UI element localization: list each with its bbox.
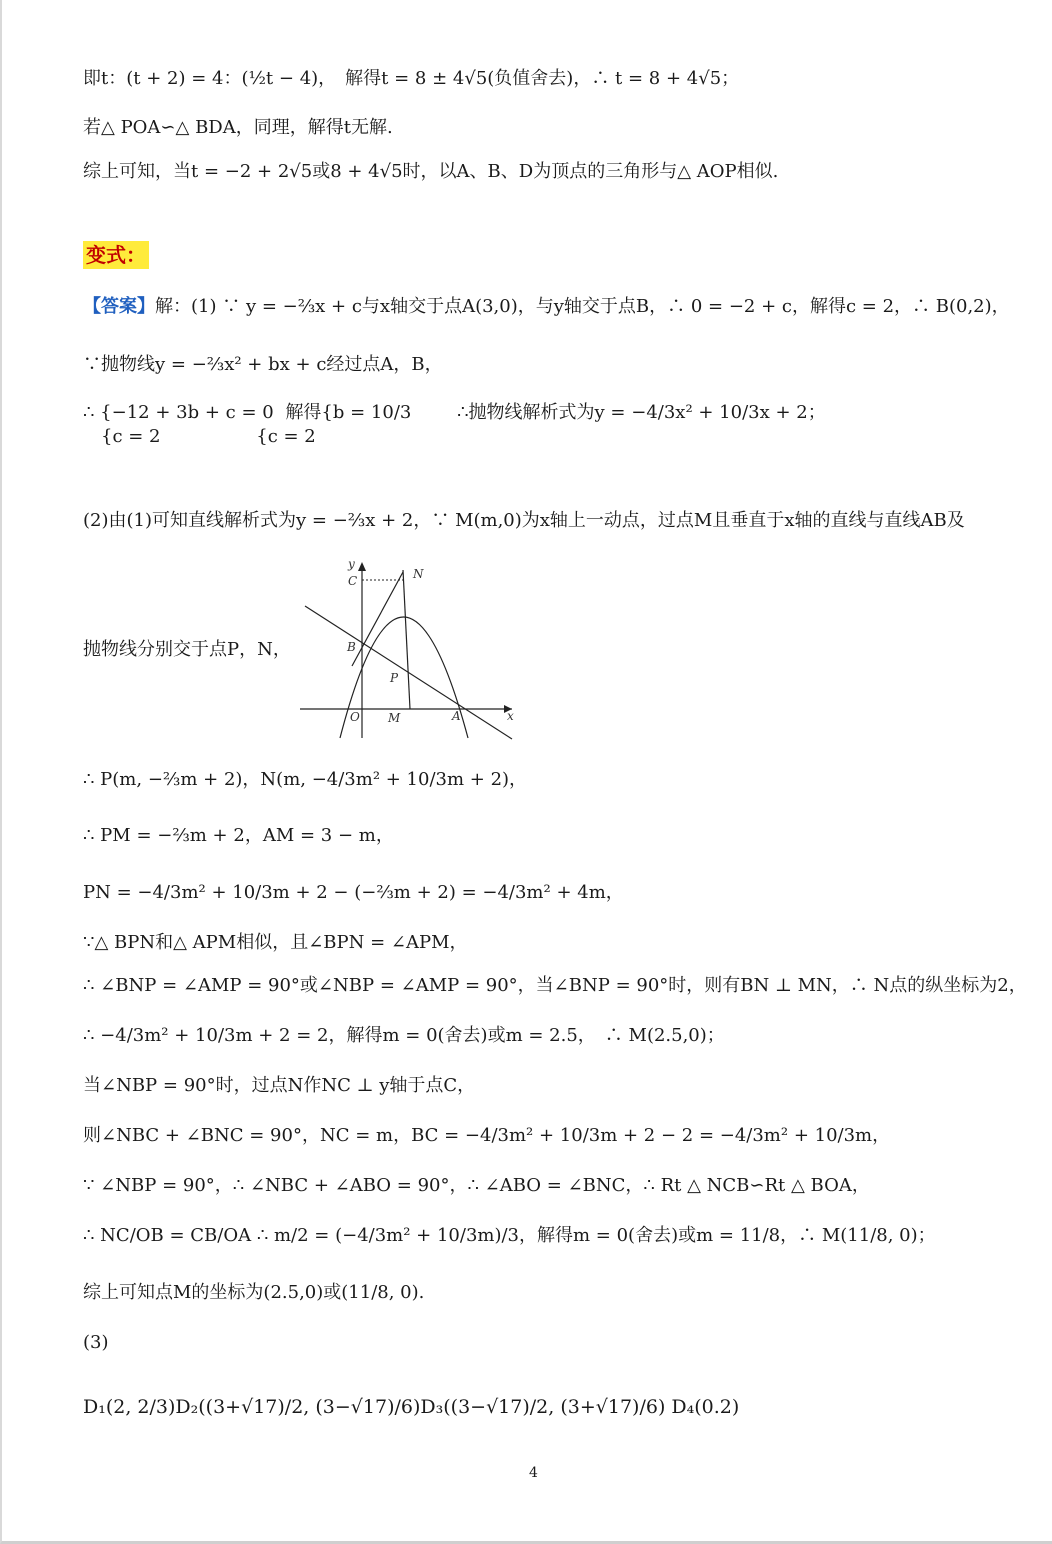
parabola-formula: ∴抛物线解析式为y = −4/3x² + 10/3x + 2； — [457, 402, 826, 423]
text-line-16: 当∠NBP = 90°时，过点N作NC ⊥ y轴于点C， — [83, 1075, 476, 1096]
label-m: M — [388, 711, 401, 725]
text-line-12: PN = −4/3m² + 10/3m + 2 − (−⅔m + 2) = −4/3m² + 4m， — [83, 882, 624, 903]
text-line-1: 即t：(t + 2) = 4：(½t − 4)， 解得t = 8 ± 4√5(负值舍去)，∴ t = 8 + 4√5； — [83, 68, 740, 89]
label-a: A — [452, 709, 461, 723]
text-line-18: ∵ ∠NBP = 90°，∴ ∠NBC + ∠ABO = 90°，∴ ∠ABO = ∠BNC，∴ Rt △ NCB∽Rt △ BOA， — [83, 1175, 870, 1196]
system-solve-2: {c = 2 — [256, 426, 316, 447]
label-y: y — [348, 557, 355, 571]
text-line-2: 若△ POA∽△ BDA，同理，解得t无解. — [83, 117, 393, 138]
system-line-2 — [83, 424, 316, 450]
answer-tag: 【答案】 — [83, 296, 155, 317]
page-number: 4 — [529, 1465, 538, 1481]
system-line-1 — [83, 400, 826, 426]
text-line-14: ∴ ∠BNP = ∠AMP = 90°或∠NBP = ∠AMP = 90°，当∠BNP = 90°时，则有BN ⊥ MN，∴ N点的纵坐标为2， — [83, 975, 1027, 996]
parabola-graph — [300, 556, 520, 746]
label-c: C — [348, 574, 358, 588]
line-mn — [403, 570, 410, 709]
text-line-20: 综上可知点M的坐标为(2.5,0)或(11/8, 0). — [83, 1282, 425, 1303]
text-line-10: ∴ P(m, −⅔m + 2)，N(m, −4/3m² + 10/3m + 2)， — [83, 769, 528, 790]
system-eq-1: ∴ {−12 + 3b + c = 0 — [83, 402, 274, 423]
variant-label: 变式： — [83, 241, 149, 269]
text-line-19: ∴ NC/OB = CB/OA ∴ m/2 = (−4/3m² + 10/3m)/3，解得m = 0(舍去)或m = 11/8，∴ M(11/8, 0)； — [83, 1225, 936, 1246]
answer-text: 解：(1) ∵ y = −⅔x + c与x轴交于点A(3,0)，与y轴交于点B，∴ 0 = −2 + c，解得c = 2，∴ B(0,2)， — [155, 296, 1010, 317]
label-x: x — [507, 709, 514, 723]
system-solve-1: 解得{b = 10/3 — [285, 402, 412, 423]
text-line-13: ∵△ BPN和△ APM相似，且∠BPN = ∠APM， — [83, 932, 468, 953]
label-o: O — [350, 710, 360, 724]
y-axis-arrow — [358, 562, 366, 571]
variant-heading — [83, 242, 149, 270]
label-p: P — [390, 671, 399, 685]
text-line-3: 综上可知，当t = −2 + 2√5或8 + 4√5时，以A、B、D为顶点的三角形与△ AOP相似. — [83, 161, 779, 182]
text-line-21: (3) — [83, 1332, 109, 1353]
text-line-5: ∵抛物线y = −⅔x² + bx + c经过点A，B， — [83, 354, 443, 375]
text-line-8: (2)由(1)可知直线解析式为y = −⅔x + 2，∵ M(m,0)为x轴上一动点，过点M且垂直于x轴的直线与直线AB及 — [83, 510, 965, 531]
text-line-22: D₁(2, 2/3)D₂((3+√17)/2, (3−√17)/6)D₃((3−√17)/2, (3+√17)/6) D₄(0.2) — [83, 1396, 740, 1418]
text-line-17: 则∠NBC + ∠BNC = 90°，NC = m，BC = −4/3m² + 10/3m + 2 − 2 = −4/3m² + 10/3m， — [83, 1125, 891, 1146]
text-line-9: 抛物线分别交于点P，N， — [83, 639, 291, 660]
label-b: B — [347, 640, 356, 654]
text-line-11: ∴ PM = −⅔m + 2，AM = 3 − m， — [83, 825, 394, 846]
text-line-15: ∴ −4/3m² + 10/3m + 2 = 2，解得m = 0(舍去)或m = 2.5， ∴ M(2.5,0)； — [83, 1025, 725, 1046]
label-n: N — [413, 567, 424, 581]
system-eq-2: {c = 2 — [83, 426, 161, 447]
answer-line — [83, 294, 1010, 320]
